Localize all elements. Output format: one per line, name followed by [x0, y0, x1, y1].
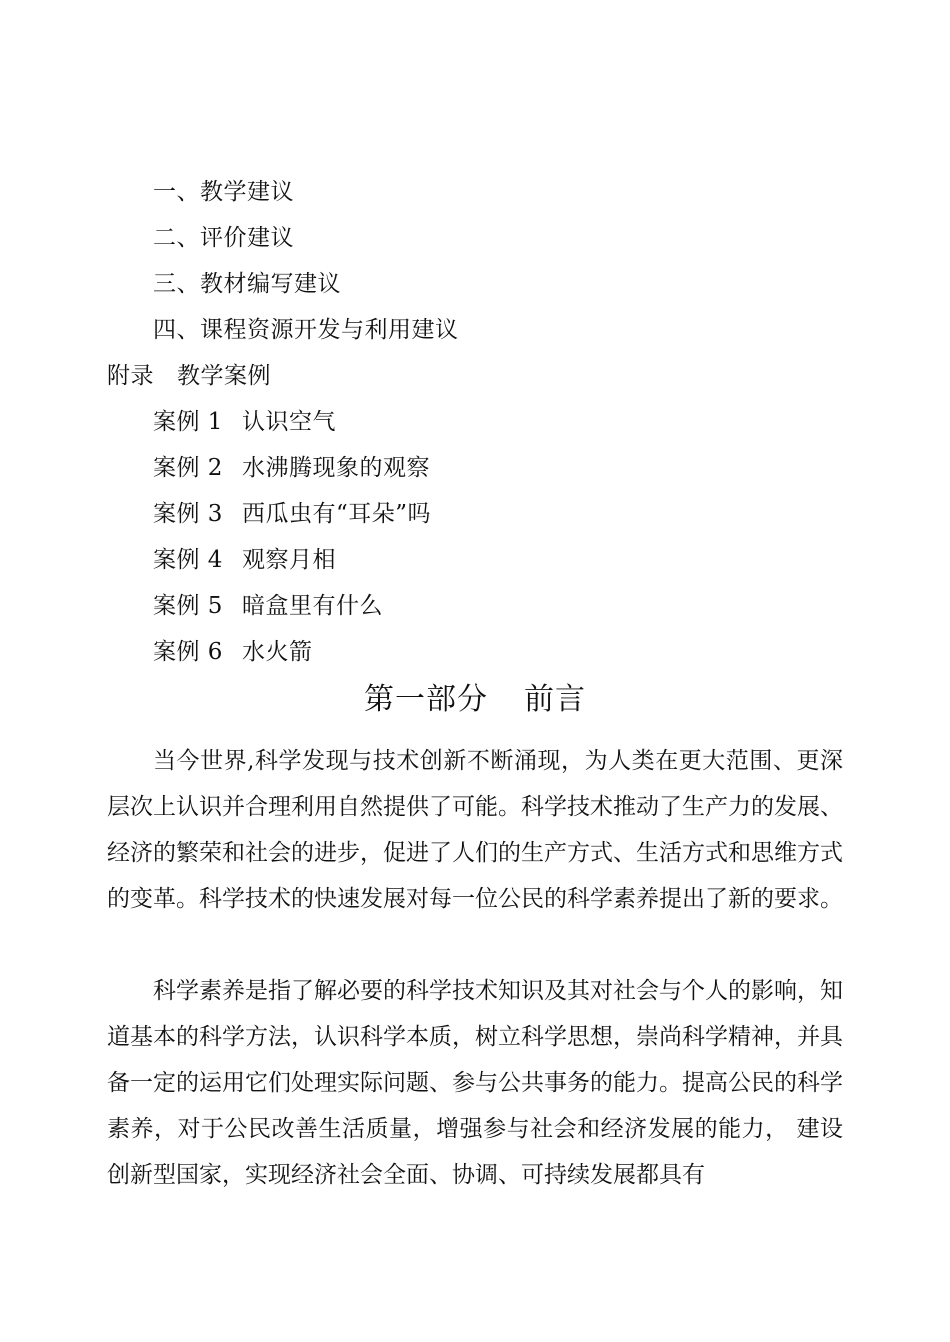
- case-title: 观察月相: [242, 547, 336, 573]
- case-number: 案例 2: [153, 455, 223, 481]
- case-number: 案例 1: [153, 409, 223, 435]
- toc-item[interactable]: 三、教材编写建议: [153, 271, 341, 297]
- section-title: 前言: [524, 682, 586, 717]
- case-number: 案例 5: [153, 593, 223, 619]
- appendix-title: 教学案例: [177, 363, 271, 389]
- toc-case[interactable]: [153, 637, 313, 667]
- case-title: 水火箭: [242, 639, 313, 665]
- toc-case[interactable]: [153, 545, 336, 575]
- body-paragraph: 当今世界,科学发现与技术创新不断涌现，为人类在更大范围、更深层次上认识并合理利用自然提供了可能。科学技术推动了生产力的发展、经济的繁荣和社会的进步，促进了人们的生产方式、生活方式和思维方式的变革。科学技术的快速发展对每一位公民的科学素养提出了新的要求。: [107, 748, 843, 912]
- toc-case[interactable]: [153, 407, 336, 437]
- toc-item[interactable]: 四、课程资源开发与利用建议: [153, 317, 459, 343]
- case-number: 案例 6: [153, 639, 223, 665]
- case-title: 水沸腾现象的观察: [242, 455, 430, 481]
- section-heading: [0, 680, 950, 720]
- toc-case[interactable]: [153, 591, 383, 621]
- toc-item[interactable]: 二、评价建议: [153, 225, 294, 251]
- case-number: 案例 4: [153, 547, 223, 573]
- toc-appendix[interactable]: [107, 361, 271, 391]
- case-title: 暗盒里有什么: [242, 593, 383, 619]
- case-title: 西瓜虫有“耳朵”吗: [242, 501, 432, 527]
- toc-case[interactable]: [153, 453, 430, 483]
- toc-item[interactable]: 一、教学建议: [153, 179, 294, 205]
- appendix-label: 附录: [107, 363, 154, 389]
- case-number: 案例 3: [153, 501, 223, 527]
- toc-case[interactable]: [153, 499, 431, 529]
- body-paragraph: 科学素养是指了解必要的科学技术知识及其对社会与个人的影响，知道基本的科学方法，认识科学本质，树立科学思想，崇尚科学精神，并具备一定的运用它们处理实际问题、参与公共事务的能力。提高公民的科学素养，对于公民改善生活质量，增强参与社会和经济发展的能力， 建设创新型国家，实现经济社会全面、协调、可持续发展都具有: [107, 978, 843, 1188]
- case-title: 认识空气: [242, 409, 336, 435]
- section-part: 第一部分: [364, 682, 488, 717]
